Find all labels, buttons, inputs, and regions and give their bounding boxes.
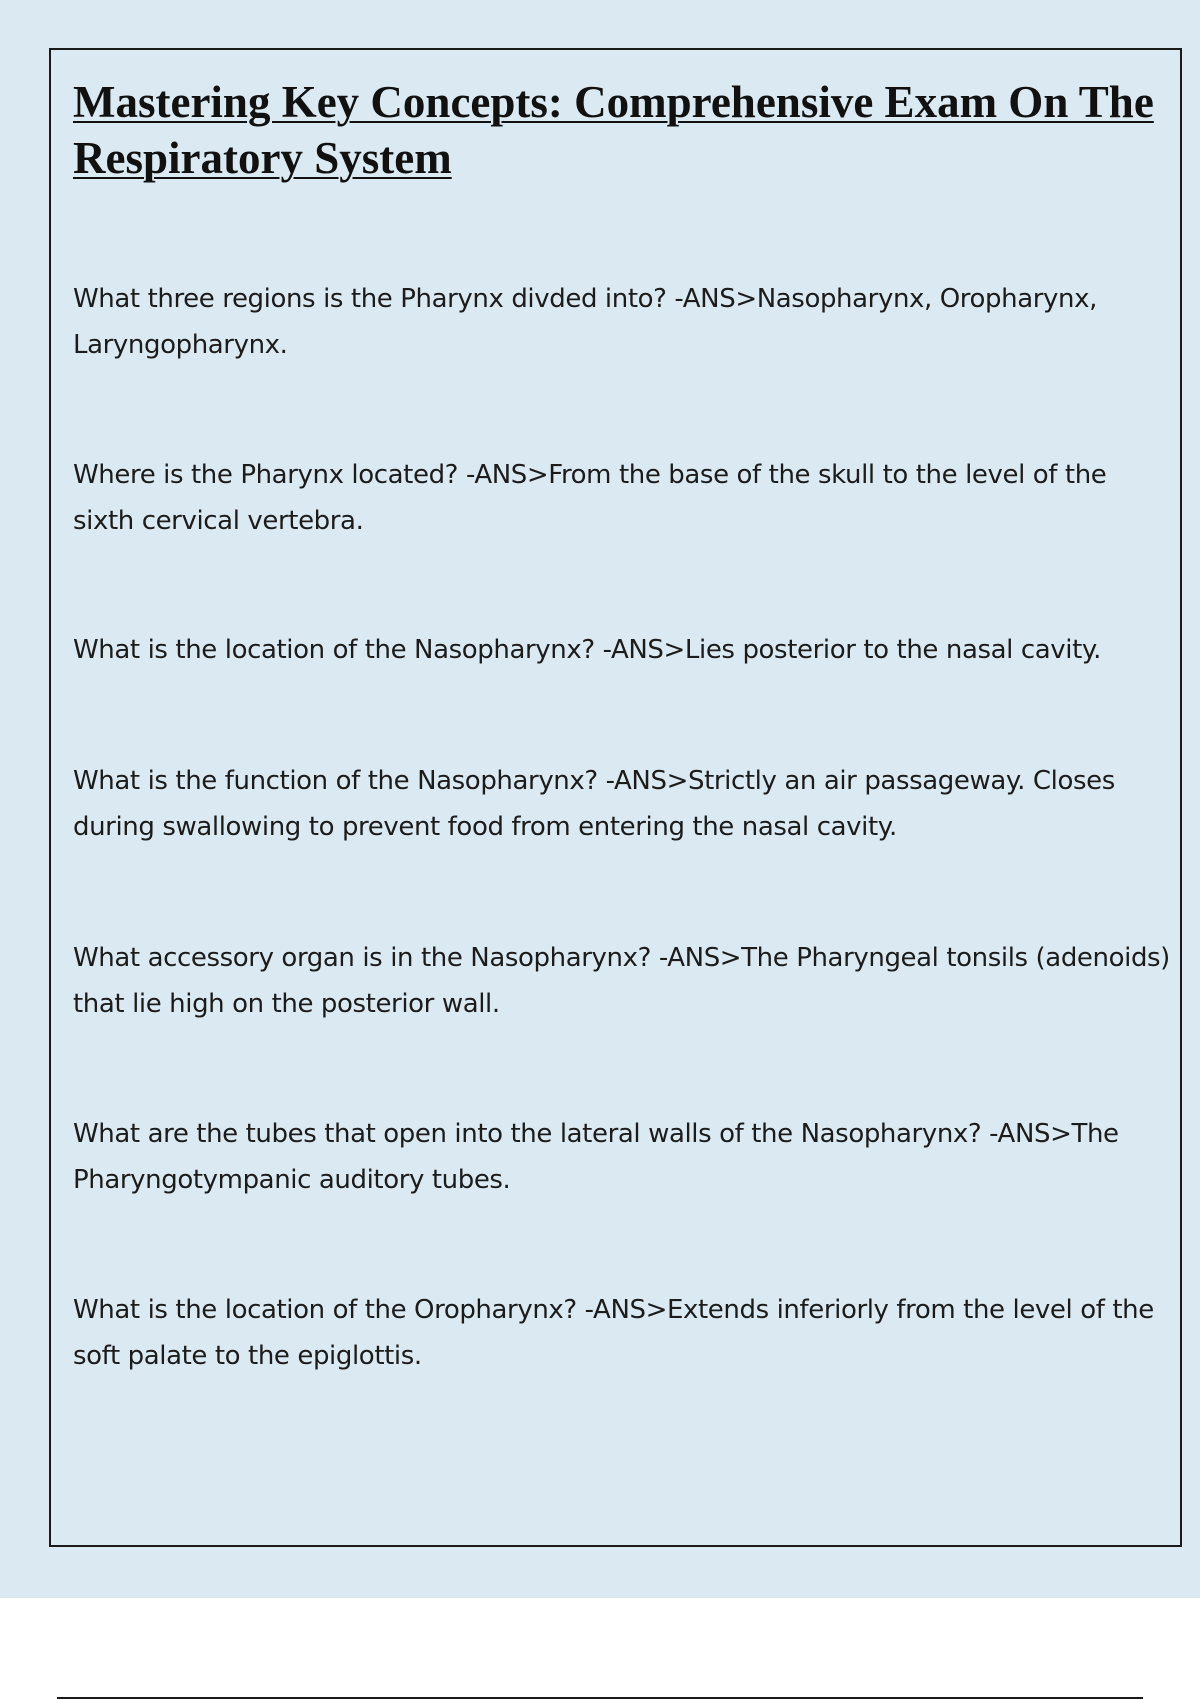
- qa-entry-6: What are the tubes that open into the lateral walls of the Nasopharynx? -ANS>The Pharyngotympanic auditory tubes.: [73, 1119, 1119, 1195]
- qa-entry-2: Where is the Pharynx located? -ANS>From the base of the skull to the level of the sixth cervical vertebra.: [73, 460, 1107, 536]
- qa-entry-5: What accessory organ is in the Nasopharynx? -ANS>The Pharyngeal tonsils (adenoids) that lie high on the posterior wall.: [73, 943, 1170, 1019]
- qa-entry-3: What is the location of the Nasopharynx? -ANS>Lies posterior to the nasal cavity.: [73, 635, 1102, 665]
- document-title: Mastering Key Concepts: Comprehensive Exam On The Respiratory System: [73, 77, 1154, 183]
- footer-rule: [57, 1697, 1143, 1699]
- qa-entry-4: What is the function of the Nasopharynx? -ANS>Strictly an air passageway. Closes during swallowing to prevent food from entering the nasal cavity.: [73, 766, 1115, 842]
- qa-entry-1: What three regions is the Pharynx divded into? -ANS>Nasopharynx, Oropharynx, Laryngopharynx.: [73, 284, 1097, 360]
- qa-entry-7: What is the location of the Oropharynx? -ANS>Extends inferiorly from the level of the soft palate to the epiglottis.: [73, 1295, 1154, 1371]
